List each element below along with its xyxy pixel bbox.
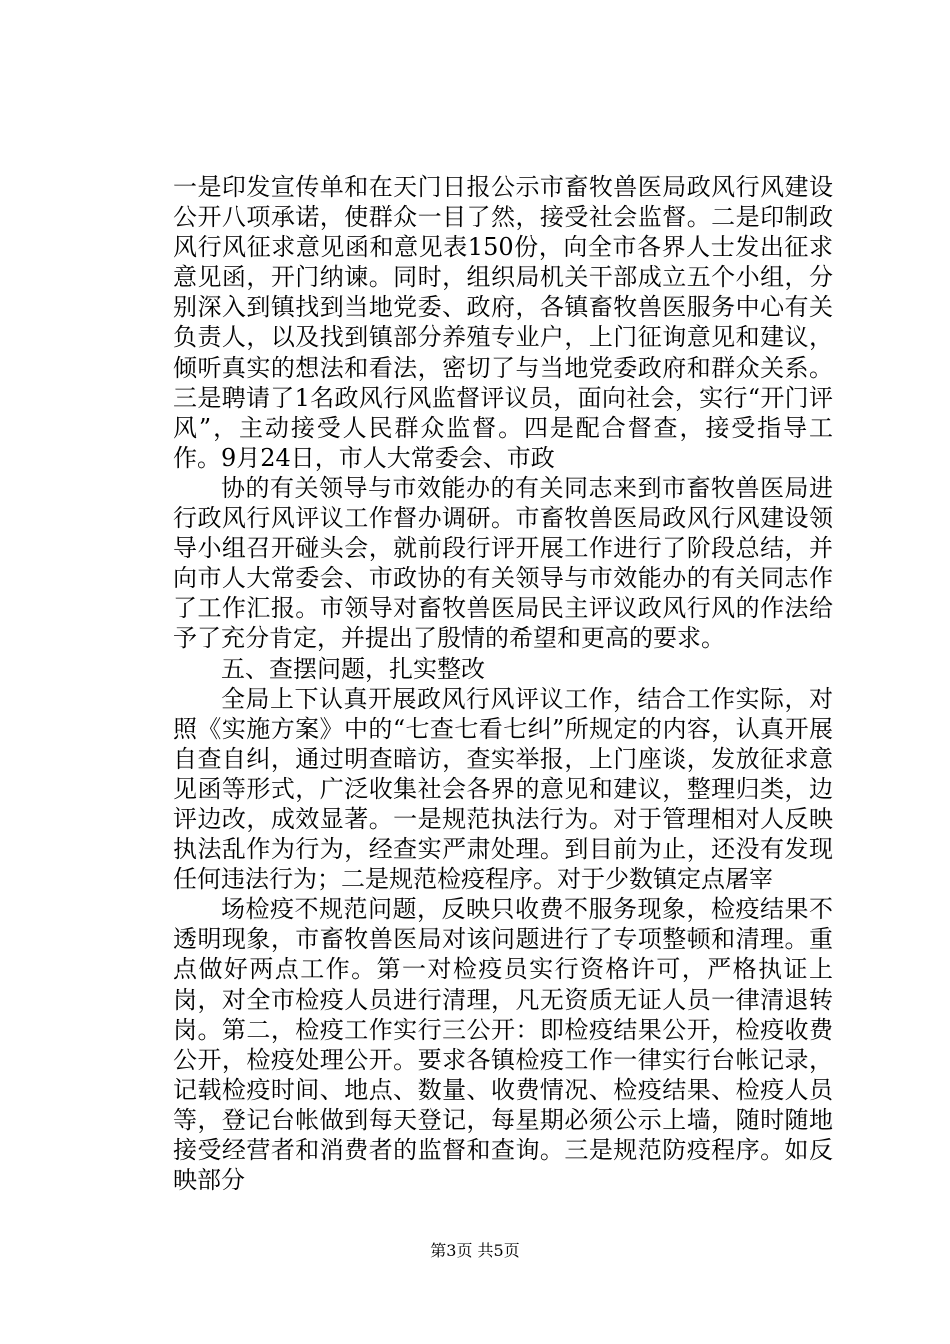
paragraph-1: 一是印发宣传单和在天门日报公示市畜牧兽医局政风行风建设公开八项承诺，使群众一目了然，接受社会监督。二是印制政风行风征求意见函和意见表150份，向全市各界人士发出征求意见函，开门纳谏。同时，组织局机关干部成立五个小组，分别深入到镇找到当地党委、政府，各镇畜牧兽医服务中心有关负责人，以及找到镇部分养殖专业户，上门征询意见和建议，倾听真实的想法和看法，密切了与当地党委政府和群众关系。三是聘请了1名政风行风监督评议员，面向社会，实行“开门评风”，主动接受人民群众监督。四是配合督查，接受指导工作。9月24日，市人大常委会、市政 bbox=[173, 173, 833, 472]
section-heading: 五、查摆问题，扎实整改 bbox=[221, 654, 485, 683]
paragraph-3: 全局上下认真开展政风行风评议工作，结合工作实际，对照《实施方案》中的“七查七看七纠”所规定的内容，认真开展自查自纠，通过明查暗访，查实举报，上门座谈，发放征求意见函等形式，广泛收集社会各界的意见和建议，整理归类，边评边改，成效显著。一是规范执法行为。对于管理相对人反映执法乱作为行为，经查实严肃处理。到目前为止，还没有发现任何违法行为；二是规范检疫程序。对于少数镇定点屠宰 bbox=[173, 684, 833, 894]
page-footer bbox=[0, 1241, 950, 1261]
paragraph-4: 场检疫不规范问题，反映只收费不服务现象，检疫结果不透明现象，市畜牧兽医局对该问题进行了专项整顿和清理。重点做好两点工作。第一对检疫员实行资格许可，严格执证上岗，对全市检疫人员进行清理，凡无资质无证人员一律清退转岗。第二，检疫工作实行三公开：即检疫结果公开，检疫收费公开，检疫处理公开。要求各镇检疫工作一律实行台帐记录，记载检疫时间、地点、数量、收费情况、检疫结果、检疫人员等，登记台帐做到每天登记，每星期必须公示上墙，随时随地接受经营者和消费者的监督和查询。三是规范防疫程序。如反映部分 bbox=[173, 895, 833, 1195]
document-body bbox=[173, 172, 833, 1195]
paragraph-2: 协的有关领导与市效能办的有关同志来到市畜牧兽医局进行政风行风评议工作督办调研。市畜牧兽医局政风行风建设领导小组召开碰头会，就前段行评开展工作进行了阶段总结，并向市人大常委会、市政协的有关领导与市效能办的有关同志作了工作汇报。市领导对畜牧兽医局民主评议政风行风的作法给予了充分肯定，并提出了殷情的希望和更高的要求。 bbox=[173, 473, 833, 653]
page-number: 第3页 共5页 bbox=[430, 1241, 520, 1260]
